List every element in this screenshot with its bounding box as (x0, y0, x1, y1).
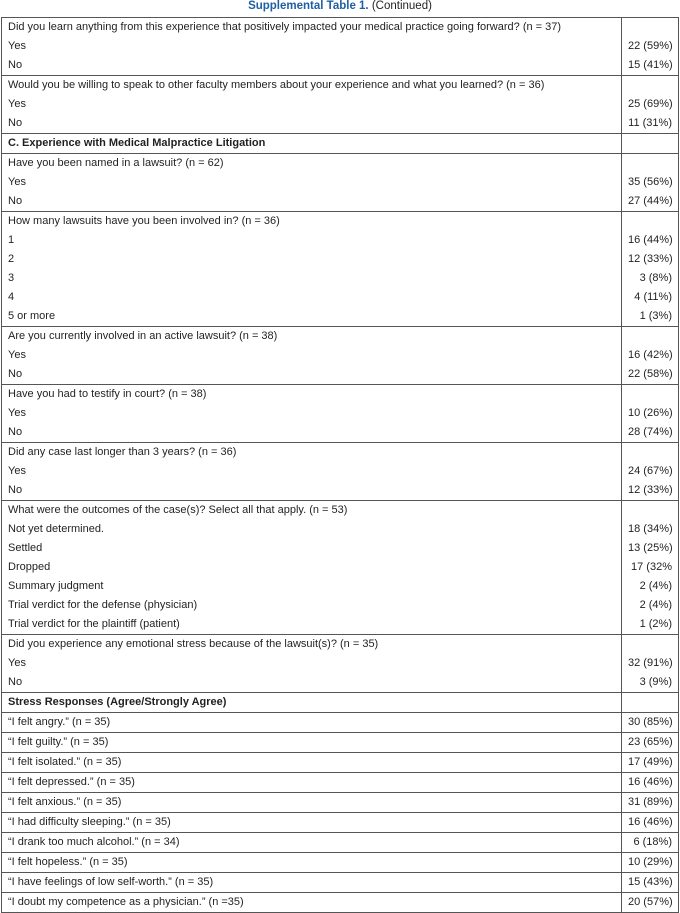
question-row (2, 501, 679, 521)
question-value: 6 (18%) (622, 833, 679, 853)
table-caption-continued: (Continued) (371, 0, 432, 12)
answer-row (2, 231, 679, 250)
answer-row (2, 192, 679, 212)
question-text: “I doubt my competence as a physician.” (n =35) (2, 893, 622, 913)
answer-value: 27 (44%) (622, 192, 679, 212)
question-value: 31 (89%) (622, 793, 679, 813)
question-text: Have you had to testify in court? (n = 38) (2, 385, 622, 405)
answer-row (2, 365, 679, 385)
question-text: Did you learn anything from this experience that positively impacted your medical practice going forward? (n = 37) (2, 18, 622, 38)
question-row (2, 853, 679, 873)
answer-value: 32 (91%) (622, 654, 679, 673)
answer-label: Yes (2, 404, 622, 423)
question-text: “I felt angry.” (n = 35) (2, 713, 622, 733)
table-caption-label: Supplemental Table 1. (248, 0, 369, 12)
answer-label: Summary judgment (2, 577, 622, 596)
answer-value: 2 (4%) (622, 577, 679, 596)
question-value: 15 (43%) (622, 873, 679, 893)
question-value: 16 (46%) (622, 813, 679, 833)
answer-row (2, 654, 679, 673)
answer-value: 3 (8%) (622, 269, 679, 288)
question-value: 30 (85%) (622, 713, 679, 733)
answer-value: 35 (56%) (622, 173, 679, 192)
question-text: “I felt depressed.” (n = 35) (2, 773, 622, 793)
answer-row (2, 539, 679, 558)
section-header-row (2, 693, 679, 713)
answer-value: 11 (31%) (622, 114, 679, 134)
question-value (622, 693, 679, 713)
answer-label: No (2, 481, 622, 501)
answer-row (2, 615, 679, 635)
answer-value: 16 (42%) (622, 346, 679, 365)
answer-label: Yes (2, 173, 622, 192)
answer-row (2, 37, 679, 56)
question-row (2, 833, 679, 853)
supplemental-table (1, 17, 679, 913)
answer-value: 22 (58%) (622, 365, 679, 385)
question-text: “I felt hopeless.” (n = 35) (2, 853, 622, 873)
question-row (2, 18, 679, 38)
answer-label: Yes (2, 95, 622, 114)
answer-row (2, 673, 679, 693)
question-value: 16 (46%) (622, 773, 679, 793)
question-text: “I felt anxious.” (n = 35) (2, 793, 622, 813)
answer-value: 18 (34%) (622, 520, 679, 539)
answer-row (2, 114, 679, 134)
answer-row (2, 250, 679, 269)
question-text: “I felt guilty.” (n = 35) (2, 733, 622, 753)
answer-value: 15 (41%) (622, 56, 679, 76)
question-row (2, 813, 679, 833)
question-text: Did you experience any emotional stress because of the lawsuit(s)? (n = 35) (2, 635, 622, 655)
question-value (622, 327, 679, 347)
question-text: Did any case last longer than 3 years? (n = 36) (2, 443, 622, 463)
answer-label: No (2, 192, 622, 212)
answer-label: 4 (2, 288, 622, 307)
answer-value: 1 (2%) (622, 615, 679, 635)
table-caption (0, 0, 680, 17)
answer-value: 25 (69%) (622, 95, 679, 114)
question-value: 10 (29%) (622, 853, 679, 873)
question-value (622, 385, 679, 405)
answer-row (2, 520, 679, 539)
question-row (2, 733, 679, 753)
answer-row (2, 404, 679, 423)
answer-label: Dropped (2, 558, 622, 577)
question-text: Have you been named in a lawsuit? (n = 62) (2, 154, 622, 174)
question-value (622, 635, 679, 655)
section-title: Stress Responses (Agree/Strongly Agree) (2, 693, 622, 713)
question-row (2, 873, 679, 893)
question-value (622, 154, 679, 174)
question-row (2, 753, 679, 773)
answer-label: Yes (2, 37, 622, 56)
question-row (2, 893, 679, 913)
question-row (2, 212, 679, 232)
question-text: “I had difficulty sleeping.” (n = 35) (2, 813, 622, 833)
question-row (2, 76, 679, 96)
question-value (622, 212, 679, 232)
answer-value: 1 (3%) (622, 307, 679, 327)
question-value: 23 (65%) (622, 733, 679, 753)
answer-row (2, 288, 679, 307)
question-row (2, 635, 679, 655)
answer-label: Settled (2, 539, 622, 558)
answer-value: 17 (32% (622, 558, 679, 577)
question-text: “I drank too much alcohol.” (n = 34) (2, 833, 622, 853)
answer-value: 10 (26%) (622, 404, 679, 423)
section-title: C. Experience with Medical Malpractice Litigation (2, 134, 622, 154)
answer-label: No (2, 423, 622, 443)
answer-row (2, 558, 679, 577)
answer-label: Yes (2, 346, 622, 365)
answer-value: 28 (74%) (622, 423, 679, 443)
question-value (622, 76, 679, 96)
answer-label: Yes (2, 654, 622, 673)
question-text: “I felt isolated.” (n = 35) (2, 753, 622, 773)
answer-row (2, 95, 679, 114)
answer-value: 12 (33%) (622, 250, 679, 269)
question-row (2, 154, 679, 174)
question-row (2, 443, 679, 463)
answer-label: Not yet determined. (2, 520, 622, 539)
question-text: Would you be willing to speak to other faculty members about your experience and what you learned? (n = 36) (2, 76, 622, 96)
answer-row (2, 596, 679, 615)
answer-label: No (2, 56, 622, 76)
answer-label: Trial verdict for the defense (physician) (2, 596, 622, 615)
answer-value: 13 (25%) (622, 539, 679, 558)
answer-label: No (2, 673, 622, 693)
question-row (2, 713, 679, 733)
answer-row (2, 269, 679, 288)
question-row (2, 385, 679, 405)
question-text: “I have feelings of low self-worth.” (n = 35) (2, 873, 622, 893)
question-row (2, 327, 679, 347)
answer-value: 24 (67%) (622, 462, 679, 481)
answer-row (2, 346, 679, 365)
table-body (2, 18, 679, 913)
answer-row (2, 56, 679, 76)
answer-value: 3 (9%) (622, 673, 679, 693)
answer-label: 1 (2, 231, 622, 250)
answer-value: 2 (4%) (622, 596, 679, 615)
answer-label: 5 or more (2, 307, 622, 327)
answer-label: Trial verdict for the plaintiff (patient) (2, 615, 622, 635)
question-row (2, 793, 679, 813)
question-value (622, 501, 679, 521)
question-value (622, 443, 679, 463)
answer-row (2, 307, 679, 327)
question-text: Are you currently involved in an active lawsuit? (n = 38) (2, 327, 622, 347)
answer-label: 3 (2, 269, 622, 288)
answer-value: 16 (44%) (622, 231, 679, 250)
answer-label: Yes (2, 462, 622, 481)
answer-label: 2 (2, 250, 622, 269)
question-value: 20 (57%) (622, 893, 679, 913)
answer-row (2, 423, 679, 443)
answer-row (2, 173, 679, 192)
answer-row (2, 462, 679, 481)
question-text: What were the outcomes of the case(s)? Select all that apply. (n = 53) (2, 501, 622, 521)
answer-label: No (2, 365, 622, 385)
question-row (2, 773, 679, 793)
answer-value: 22 (59%) (622, 37, 679, 56)
question-value (622, 134, 679, 154)
answer-row (2, 481, 679, 501)
section-header-row (2, 134, 679, 154)
question-text: How many lawsuits have you been involved in? (n = 36) (2, 212, 622, 232)
answer-value: 12 (33%) (622, 481, 679, 501)
answer-row (2, 577, 679, 596)
answer-value: 4 (11%) (622, 288, 679, 307)
question-value: 17 (49%) (622, 753, 679, 773)
answer-label: No (2, 114, 622, 134)
question-value (622, 18, 679, 38)
